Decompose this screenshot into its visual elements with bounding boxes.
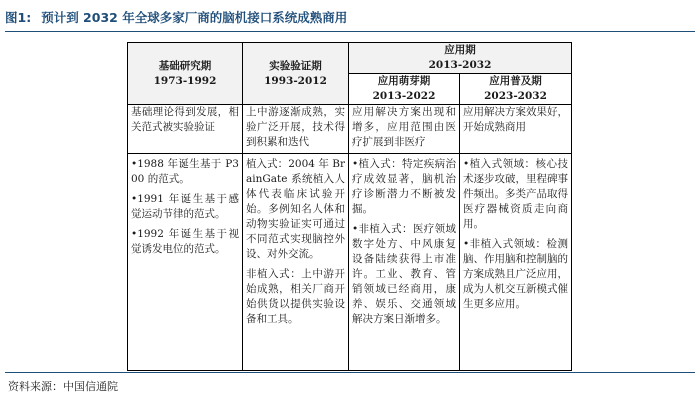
description-cell: 应用解决方案效果好，开始成熟商用 (460, 105, 572, 154)
header-label: 实验验证期 (269, 59, 322, 72)
timeline-table (127, 42, 572, 371)
description-cell: 应用解决方案出现和增多，应用范围由医疗扩展到非医疗 (349, 105, 460, 154)
figure-caption: 预计到 2032 年全球多家厂商的脑机接口系统成熟商用 (41, 10, 348, 25)
header-years: 2023-2032 (484, 90, 547, 102)
list-item: •植入式：特定疾病治疗成效显著，脑机治疗诊断潜力不断被发掘。 (352, 158, 456, 215)
header-application-period (349, 43, 572, 74)
list-item: •1992 年诞生基于视觉诱发电位的范式。 (131, 228, 239, 255)
list-item: 植入式：2004 年 BrainGate 系统植入人体代表临床试验开始。多例知名人体和动物实验证实可通过不同范式实现脑控外设、对外交流。 (246, 158, 345, 260)
list-item: •非植入式：医疗领域数字处方、中风康复设备陆续获得上市准许。工业、教育、管销领域已经商用，康养、娱乐、交通领域解决方案日渐增多。 (352, 223, 456, 325)
header-label: 应用期 (444, 44, 476, 56)
header-years: 2013-2032 (428, 59, 492, 71)
milestones-cell (349, 154, 460, 371)
description-cell: 上中游逐渐成熟，实验广泛开展，技术得到积累和迭代 (243, 105, 349, 154)
figure-title (5, 8, 695, 32)
header-basic-research (128, 43, 243, 105)
header-years: 1993-2012 (264, 74, 327, 87)
source-divider (5, 372, 695, 373)
header-application-popularization (460, 74, 572, 105)
list-item: •植入式领域：核心技术逐步攻破，里程碑事件频出。多类产品取得医疗器械资质走向商用。 (463, 158, 568, 230)
header-years: 1973-1992 (153, 74, 217, 87)
header-label: 应用普及期 (489, 75, 542, 87)
header-application-emergence (349, 74, 460, 105)
header-label: 应用萌芽期 (377, 75, 431, 87)
description-cell: 基础理论得到发展，相关范式被实验验证 (128, 105, 243, 154)
header-label: 基础研究期 (158, 59, 212, 72)
list-item: •非植入式领域：检测脑、作用脑和控制脑的方案成熟且广泛应用，成为人机交互新模式催生更多应用。 (463, 238, 568, 310)
source-note: 资料来源：中国信通院 (8, 380, 118, 393)
header-experimental-validation (243, 43, 349, 105)
milestones-cell (460, 154, 572, 371)
list-item: •1991 年诞生基于感觉运动节律的范式。 (131, 193, 239, 220)
list-item: •1988 年诞生基于 P300 的范式。 (131, 158, 239, 185)
header-years: 2013-2022 (372, 90, 436, 102)
milestones-cell (128, 154, 243, 371)
list-item: 非植入式：上中游开始成熟，相关厂商开始供货以提供实验设备和工具。 (246, 268, 345, 325)
figure-number: 图1: (5, 10, 32, 25)
milestones-cell (243, 154, 349, 371)
